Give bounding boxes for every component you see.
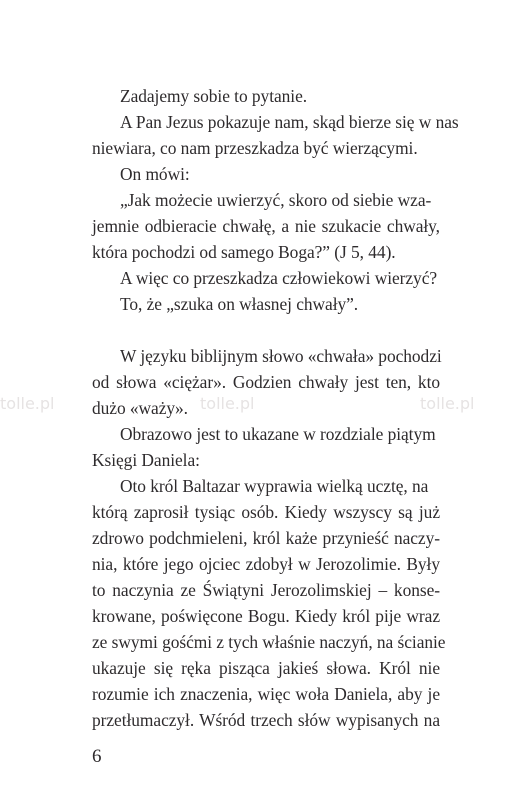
- text-line: nia, które jego ojciec zdobył w Jerozolimie. Były: [92, 554, 440, 574]
- text-line: „Jak możecie uwierzyć, skoro od siebie wza-: [120, 190, 432, 210]
- watermark: tolle.pl: [420, 394, 475, 413]
- text-line: to naczynia ze Świątyni Jerozolimskiej – konse-: [92, 580, 440, 600]
- text-line: ukazuje się ręka pisząca jakieś słowa. Król nie: [92, 658, 440, 678]
- page-number: 6: [92, 746, 102, 767]
- text-line: A Pan Jezus pokazuje nam, skąd bierze się w nas: [120, 112, 459, 132]
- text-line: która pochodzi od samego Boga?” (J 5, 44).: [92, 242, 396, 262]
- text-line: On mówi:: [120, 164, 190, 184]
- text-line: rozumie ich znaczenia, więc woła Daniela, aby je: [92, 684, 440, 704]
- text-line: To, że „szuka on własnej chwały”.: [120, 294, 359, 314]
- text-line: jemnie odbieracie chwałę, a nie szukacie chwały,: [92, 216, 440, 236]
- text-line: dużo «waży».: [92, 398, 188, 418]
- text-line: Oto król Baltazar wyprawia wielką ucztę, na: [120, 476, 429, 496]
- text-line: zdrowo podchmieleni, król każe przynieść naczy-: [92, 528, 440, 548]
- text-line: Księgi Daniela:: [92, 450, 200, 470]
- text-line: Obrazowo jest to ukazane w rozdziale piątym: [120, 424, 436, 444]
- text-line: krowane, poświęcone Bogu. Kiedy król pije wraz: [92, 606, 440, 626]
- watermark: tolle.pl: [200, 394, 255, 413]
- text-line: niewiara, co nam przeszkadza być wierzącymi.: [92, 138, 418, 158]
- text-line: ze swymi gośćmi z tych właśnie naczyń, na ścianie: [92, 632, 446, 652]
- text-line: A więc co przeszkadza człowiekowi wierzyć?: [120, 268, 438, 288]
- watermark: tolle.pl: [0, 394, 55, 413]
- text-line: którą zaprosił tysiąc osób. Kiedy wszyscy są już: [92, 502, 440, 522]
- text-line: od słowa «ciężar». Godzien chwały jest ten, kto: [92, 372, 440, 392]
- text-line: W języku biblijnym słowo «chwała» pochodzi: [120, 346, 442, 366]
- text-line: Zadajemy sobie to pytanie.: [120, 86, 308, 106]
- text-line: przetłumaczył. Wśród trzech słów wypisanych na: [92, 710, 440, 730]
